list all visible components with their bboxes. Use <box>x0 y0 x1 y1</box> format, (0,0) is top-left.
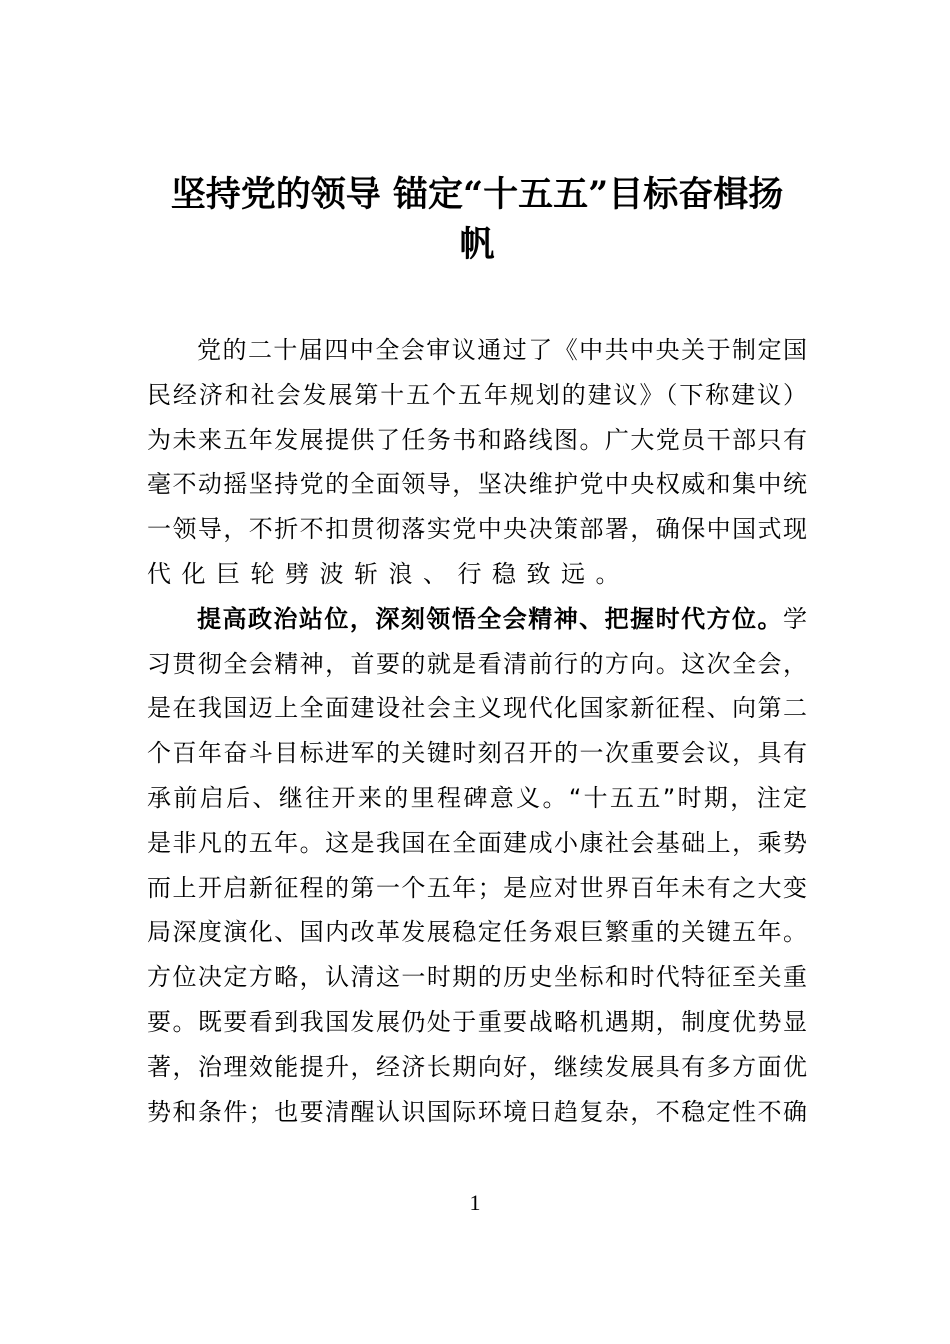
document-title <box>148 170 806 270</box>
paragraph-line: 毫不动摇坚持党的全面领导，坚决维护党中央权威和集中统 <box>147 470 807 499</box>
paragraph-line: 著，治理效能提升，经济长期向好，继续发展具有多方面优 <box>147 1052 807 1081</box>
paragraph-1 <box>147 328 807 597</box>
document-body <box>147 328 807 1134</box>
paragraph-line: 势和条件；也要清醒认识国际环境日趋复杂，不稳定性不确 <box>147 1097 807 1126</box>
paragraph-line: 代化巨轮劈波斩浪、行稳致远。 <box>147 559 630 588</box>
paragraph-line: 为未来五年发展提供了任务书和路线图。广大党员干部只有 <box>147 425 807 454</box>
section-heading: 提高政治站位，深刻领悟全会精神、把握时代方位。 <box>197 604 783 633</box>
paragraph-line: 局深度演化、国内改革发展稳定任务艰巨繁重的关键五年。 <box>147 918 807 947</box>
paragraph-line: 党的二十届四中全会审议通过了《中共中央关于制定国 <box>197 336 807 364</box>
paragraph-line: 要。既要看到我国发展仍处于重要战略机遇期，制度优势显 <box>147 1007 807 1036</box>
paragraph-line: 是在我国迈上全面建设社会主义现代化国家新征程、向第二 <box>147 694 807 723</box>
paragraph-2 <box>147 597 807 1135</box>
paragraph-line: 方位决定方略，认清这一时期的历史坐标和时代特征至关重 <box>147 963 807 992</box>
paragraph-line: 一领导，不折不扣贯彻落实党中央决策部署，确保中国式现 <box>147 515 807 544</box>
paragraph-line: 个百年奋斗目标进军的关键时刻召开的一次重要会议，具有 <box>147 739 807 768</box>
paragraph-lead-line <box>147 597 807 642</box>
title-line-2: 帆 <box>459 224 495 265</box>
page-number: 1 <box>469 1190 481 1215</box>
paragraph-line: 承前启后、继往开来的里程碑意义。“十五五”时期，注定 <box>147 783 807 812</box>
paragraph-line: 民经济和社会发展第十五个五年规划的建议》（下称建议） <box>147 380 807 409</box>
paragraph-line: 是非凡的五年。这是我国在全面建成小康社会基础上，乘势 <box>147 828 807 857</box>
paragraph-line: 而上开启新征程的第一个五年；是应对世界百年未有之大变 <box>147 873 807 902</box>
lead-rest-text: 学 <box>783 604 807 633</box>
title-line-1: 坚持党的领导 锚定“十五五”目标奋楫扬 <box>170 174 784 215</box>
paragraph-line: 习贯彻全会精神，首要的就是看清前行的方向。这次全会， <box>147 649 807 678</box>
